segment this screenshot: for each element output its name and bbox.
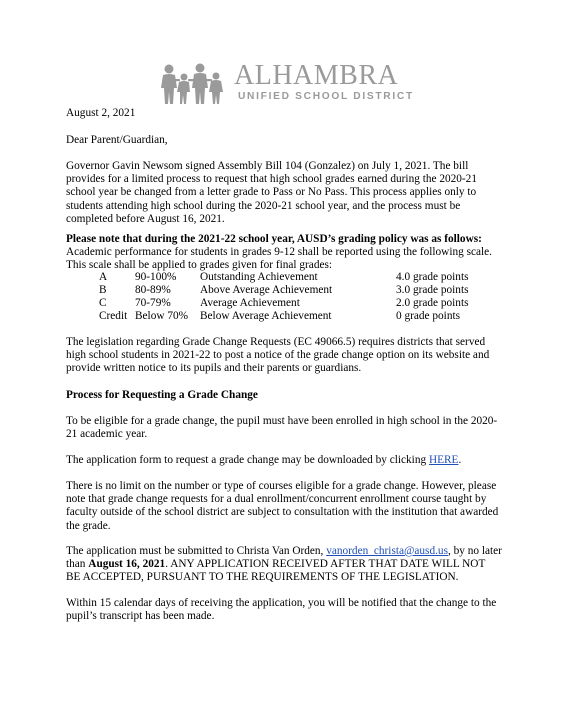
text-line: completed before August 16, 2021. bbox=[66, 212, 225, 225]
text-line: provide written notice to its pupils and their parents or guardians. bbox=[66, 362, 362, 375]
paragraph-course-limits bbox=[66, 480, 506, 533]
email-link[interactable]: vanorden_christa@ausd.us bbox=[326, 545, 448, 557]
text-line: faculty outside of the school district are subject to consultation with the institution that awarded bbox=[66, 506, 499, 519]
text-line: note that grade change requests for a dual enrollment/concurrent enrollment course taught by bbox=[66, 493, 487, 506]
text-line: the grade. bbox=[66, 519, 111, 532]
deadline-date: August 16, 2021 bbox=[88, 558, 166, 571]
grade-row bbox=[66, 284, 486, 297]
district-subtitle: UNIFIED SCHOOL DISTRICT bbox=[238, 91, 414, 102]
grade-row bbox=[66, 271, 486, 284]
paragraph-submission: The application must be submitted to Christa Van Orden, vanorden_christa@ausd.us, by no later than August 16, 2021. ANY APPLICATION RECEIVED AFTER THAT DATE WILL NOT BE ACCEPTED, PURSUANT TO THE REQUIREMENTS OF THE LEGISLATION. bbox=[66, 545, 506, 585]
grade-description: Above Average Achievement bbox=[200, 284, 333, 296]
text-line: school year be changed from a letter grade to Pass or No Pass. This process applies only to bbox=[66, 186, 477, 199]
family-figures-icon bbox=[158, 62, 228, 106]
paragraph-legislation bbox=[66, 336, 506, 376]
salutation: Dear Parent/Guardian, bbox=[66, 134, 168, 146]
grade-points: 4.0 grade points bbox=[396, 271, 469, 283]
grade-letter: A bbox=[99, 271, 108, 283]
grade-description: Outstanding Achievement bbox=[200, 271, 318, 283]
grade-range: 80-89% bbox=[135, 284, 171, 296]
application-form-link[interactable]: HERE bbox=[428, 454, 459, 466]
text-line: high school students in 2021-22 to post a notice of the grade change option on its website and bbox=[66, 349, 490, 362]
grade-letter: B bbox=[99, 284, 107, 296]
grade-points: 2.0 grade points bbox=[396, 297, 469, 309]
text-line: To be eligible for a grade change, the pupil must have been enrolled in high school in the 2020- bbox=[66, 415, 498, 427]
paragraph-application-form: The application form to request a grade change may be downloaded by clicking HERE. bbox=[66, 454, 462, 466]
text-line: provides for a limited process to request that high school grades earned during the 2020-21 bbox=[66, 173, 477, 186]
grade-range: Below 70% bbox=[135, 310, 189, 322]
letter-date: August 2, 2021 bbox=[66, 107, 136, 119]
grade-row bbox=[66, 310, 486, 323]
text-line: students attending high school during the 2020-21 school year, and the process must be bbox=[66, 199, 461, 212]
grade-description: Below Average Achievement bbox=[200, 310, 332, 322]
text-line: 21 academic year. bbox=[66, 428, 148, 441]
grading-policy-section bbox=[66, 233, 506, 273]
process-heading: Process for Requesting a Grade Change bbox=[66, 389, 258, 401]
grade-letter: C bbox=[99, 297, 107, 309]
grade-scale-table bbox=[66, 271, 486, 323]
paragraph-notification bbox=[66, 597, 506, 623]
text-line: The legislation regarding Grade Change Requests (EC 49066.5) requires districts that served bbox=[66, 336, 486, 348]
district-logo bbox=[158, 60, 414, 106]
text-line: Academic performance for students in grades 9-12 shall be reported using the following scale. bbox=[66, 246, 493, 259]
text-line: Governor Gavin Newsom signed Assembly Bill 104 (Gonzalez) on July 1, 2021. The bill bbox=[66, 160, 469, 172]
grade-points: 0 grade points bbox=[396, 310, 461, 322]
grade-range: 70-79% bbox=[135, 297, 171, 309]
text-line: BE ACCEPTED, PURSUANT TO THE REQUIREMENTS OF THE LEGISLATION. bbox=[66, 571, 459, 584]
grading-policy-heading: Please note that during the 2021-22 school year, AUSD’s grading policy was as follows: bbox=[66, 233, 482, 245]
grade-letter: Credit bbox=[99, 310, 128, 322]
district-name: ALHAMBRA bbox=[234, 60, 399, 91]
text-line: This scale shall be applied to grades given for final grades: bbox=[66, 259, 333, 272]
grade-description: Average Achievement bbox=[200, 297, 300, 309]
text-line: pupil’s transcript has been made. bbox=[66, 610, 215, 623]
grade-points: 3.0 grade points bbox=[396, 284, 469, 296]
paragraph-bill-intro bbox=[66, 160, 506, 226]
text-line: There is no limit on the number or type of courses eligible for a grade change. However, please bbox=[66, 480, 497, 492]
grade-range: 90-100% bbox=[135, 271, 177, 283]
paragraph-eligibility bbox=[66, 415, 506, 441]
grade-row bbox=[66, 297, 486, 310]
text-line: Within 15 calendar days of receiving the application, you will be notified that the change to the bbox=[66, 597, 497, 609]
